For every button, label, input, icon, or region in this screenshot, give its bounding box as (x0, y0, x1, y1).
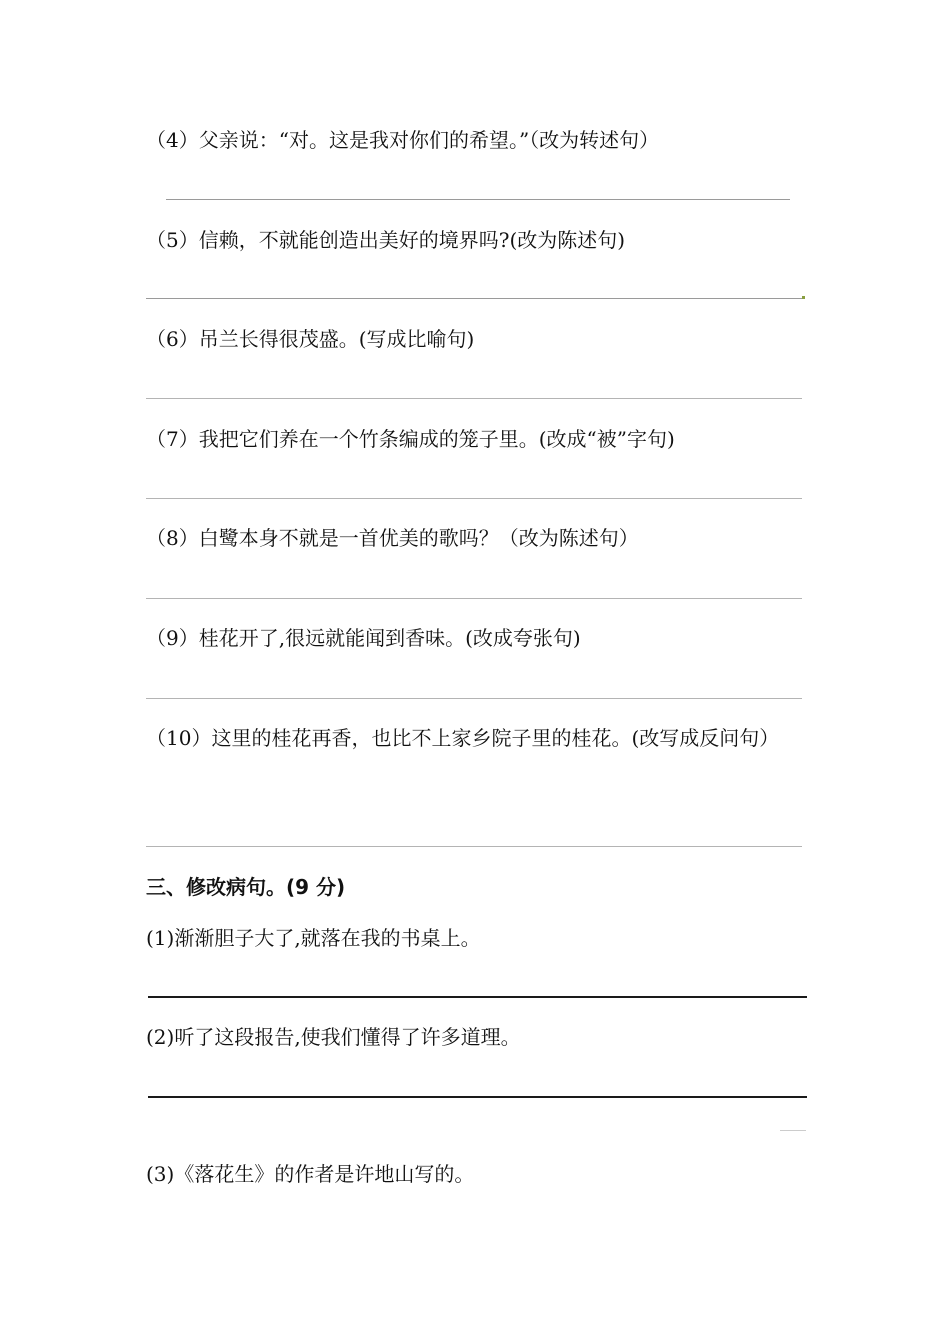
question-8: （8）白鹭本身不就是一首优美的歌吗？（改为陈述句） (146, 526, 639, 550)
answer-line-9[interactable] (146, 698, 802, 699)
correction-line-1[interactable] (148, 996, 807, 998)
answer-line-8[interactable] (146, 598, 802, 599)
answer-line-4[interactable] (166, 199, 790, 200)
stray-dot (802, 296, 805, 299)
question-7: （7）我把它们养在一个竹条编成的笼子里。(改成“被”字句) (146, 427, 675, 451)
question-10: （10）这里的桂花再香，也比不上家乡院子里的桂花。(改写成反问句） (146, 726, 780, 750)
question-9: （9）桂花开了,很远就能闻到香味。(改成夸张句) (146, 626, 581, 650)
section-3-title: 三、修改病句。(9 分) (146, 875, 346, 899)
sentence-1: (1)渐渐胆子大了,就落在我的书桌上。 (146, 926, 481, 950)
question-5: （5）信赖，不就能创造出美好的境界吗?(改为陈述句) (146, 228, 626, 252)
answer-line-5[interactable] (146, 298, 802, 299)
sentence-3: (3)《落花生》的作者是许地山写的。 (146, 1162, 475, 1186)
answer-line-7[interactable] (146, 498, 802, 499)
answer-line-6[interactable] (146, 398, 802, 399)
answer-line-10[interactable] (146, 846, 802, 847)
question-6: （6）吊兰长得很茂盛。(写成比喻句) (146, 327, 475, 351)
sentence-2: (2)听了这段报告,使我们懂得了许多道理。 (146, 1025, 521, 1049)
correction-line-2[interactable] (148, 1096, 807, 1098)
stray-mark (780, 1130, 806, 1131)
question-4: （4）父亲说：“对。这是我对你们的希望。”（改为转述句） (146, 128, 660, 152)
